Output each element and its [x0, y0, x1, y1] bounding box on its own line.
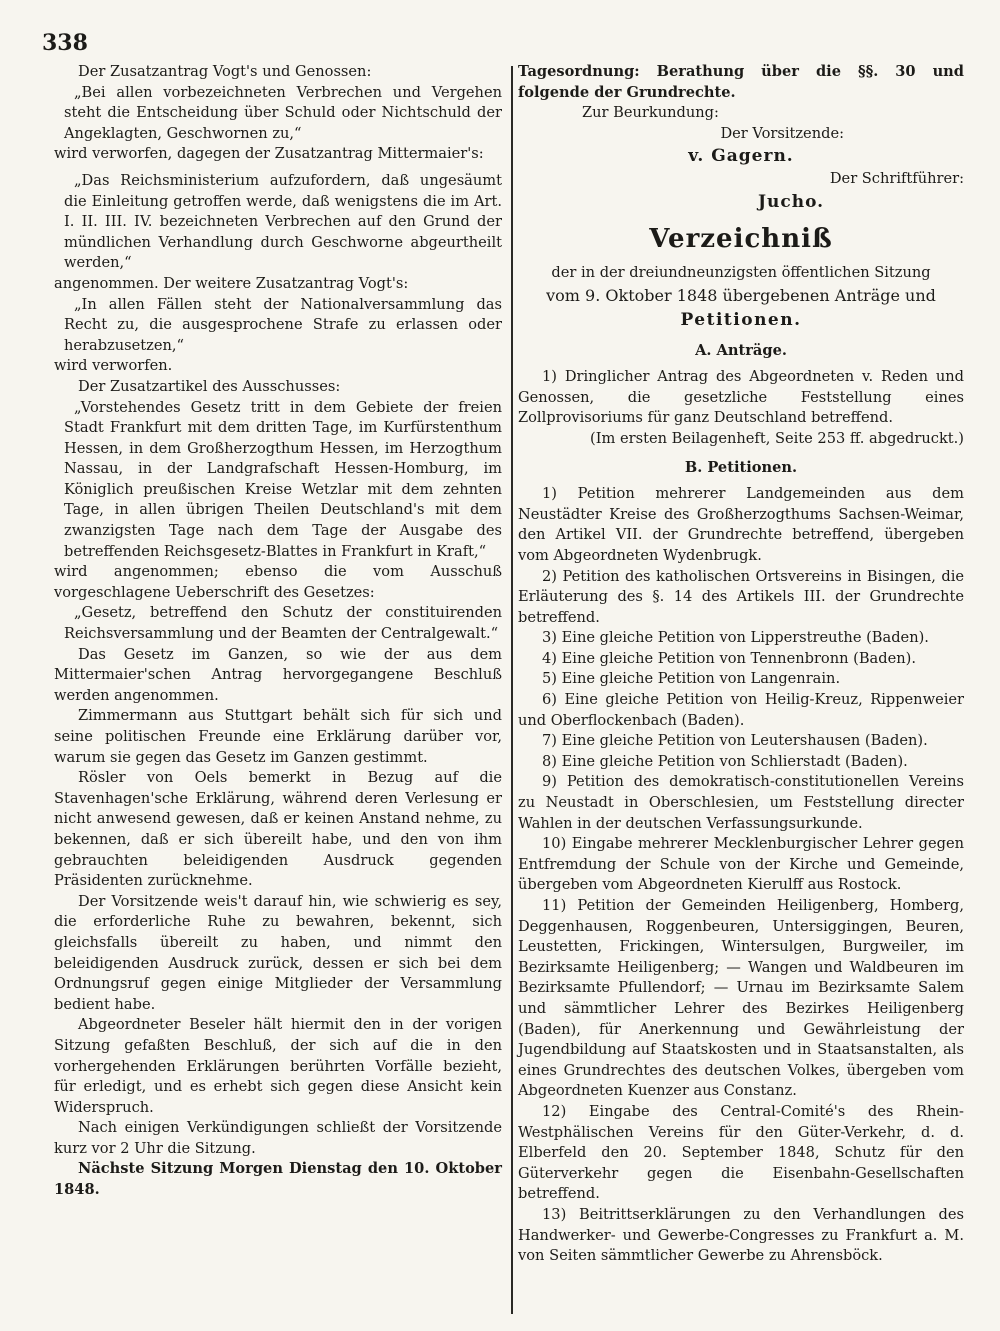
next-session: Nächste Sitzung Morgen Dienstag den 10. Oktober 1848. [54, 1160, 502, 1199]
secretary-name: Jucho. [757, 191, 825, 212]
quoted-motion: „Gesetz, betreffend den Schutz der constituirenden Reichsversammlung und der Beamten der Centralgewalt.“ [64, 604, 502, 643]
paragraph: wird angenommen; ebenso die vom Ausschuß vorgeschlagene Ueberschrift des Gesetzes: [54, 563, 502, 601]
petition-item: 13) Beitrittserklärungen zu den Verhandlungen des Handwerker- und Gewerbe-Congresses zu Frankfurt a. M. von Seiten sämmtlicher Gewerbe zu Ahrensböck. [518, 1205, 964, 1265]
section-heading: B. Petitionen. [684, 458, 798, 476]
paragraph: Das Gesetz im Ganzen, so wie der aus dem Mittermaier'schen Antrag hervorgegangene Beschluß werden angenommen. [54, 645, 502, 704]
register-subtitle: der in der dreiundneunzigsten öffentlichen Sitzung [551, 263, 931, 281]
paragraph: Der Zusatzartikel des Ausschusses: [78, 377, 341, 395]
secretary-label: Der Schriftführer: [829, 170, 964, 188]
petition-item: 5) Eine gleiche Petition von Langenrain. [542, 670, 841, 688]
paragraph: angenommen. Der weitere Zusatzantrag Vogt's: [54, 274, 409, 292]
certification-label: Zur Beurkundung: [582, 104, 719, 122]
petition-item: 6) Eine gleiche Petition von Heilig-Kreuz, Rippenweier und Oberflockenbach (Baden). [518, 691, 964, 729]
paragraph: Abgeordneter Beseler hält hiermit den in der vorigen Sitzung gefaßten Beschluß, der sich auf die in den vorhergehenden Erklärungen berührten Vorfälle bezieht, für erledigt, und es erhebt sich gegen diese Ansicht kein Widerspruch. [54, 1016, 502, 1116]
quoted-motion: „Das Reichsministerium aufzufordern, daß ungesäumt die Einleitung getroffen werde, daß wenigstens die im Art. I. II. III. IV. bezeichneten Verbrechen auf den Grund der mündlichen Verhandlung durch Geschworne abgeurtheilt werden,“ [64, 171, 502, 272]
page-number: 338 [42, 30, 88, 56]
petition-item: 11) Petition der Gemeinden Heiligenberg, Homberg, Deggenhausen, Roggenbeuren, Untersiggingen, Beuren, Leustetten, Frickingen, Wintersulgen, Burgweiler, im Bezirksamte Heiligenberg; — Wangen und Waldbeuren im Bezirksamte Pfullendorf; — Urnau im Bezirksamte Salem und sämmtlicher Lehrer des Bezirkes Heiligenberg (Baden), für Anerkennung und Gewährleistung der Jugendbildung auf Staatskosten und in Staatsanstalten, als eines Grundrechtes des deutschen Volkes, übergeben vom Abgeordneten Kuenzer aus Constanz. [518, 897, 964, 1100]
petition-item: 1) Petition mehrerer Landgemeinden aus dem Neustädter Kreise des Großherzogthums Sachsen-Weimar, den Artikel VII. der Grundrechte betreffend, übergeben vom Abgeordneten Wydenbrugk. [518, 485, 964, 564]
paragraph: Nach einigen Verkündigungen schließt der Vorsitzende kurz vor 2 Uhr die Sitzung. [54, 1119, 502, 1157]
motion-item: 1) Dringlicher Antrag des Abgeordneten v. Reden und Genossen, die gesetzliche Feststellung eines Zollprovisoriums für ganz Deutschland betreffend. [518, 368, 964, 427]
column-divider [511, 66, 513, 1314]
petition-item: 4) Eine gleiche Petition von Tennenbronn (Baden). [542, 649, 916, 667]
paragraph: Der Zusatzantrag Vogt's und Genossen: [78, 63, 372, 80]
register-subtitle: vom 9. Oktober 1848 übergebenen Anträge und [546, 285, 936, 305]
paragraph: Rösler von Oels bemerkt in Bezug auf die Stavenhagen'sche Erklärung, während deren Verlesung er nicht anwesend gewesen, daß er keinen Anstand nehme, zu bekennen, daß er sich übereilt habe, und den von ihm gebrauchten beleidigenden Ausdruck gegenden Präsidenten zurücknehme. [54, 769, 502, 890]
paragraph: wird verworfen, dagegen der Zusatzantrag Mittermaier's: [54, 145, 484, 163]
register-title: Verzeichniß [649, 223, 833, 254]
motion-note: (Im ersten Beilagenheft, Seite 253 ff. abgedruckt.) [590, 429, 964, 447]
petition-item: 2) Petition des katholischen Ortsvereins in Bisingen, die Erläuterung des §. 14 des Artikels III. der Grundrechte betreffend. [518, 567, 964, 626]
quoted-motion: „Bei allen vorbezeichneten Verbrechen und Vergehen steht die Entscheidung über Schuld oder Nichtschuld der Angeklagten, Geschwornen zu,“ [64, 83, 502, 142]
petition-item: 3) Eine gleiche Petition von Lipperstreuthe (Baden). [542, 629, 929, 647]
right-column [518, 62, 964, 1267]
register-subtitle: Petitionen. [680, 309, 802, 330]
chair-name: v. Gagern. [688, 146, 794, 167]
left-column [54, 62, 502, 1201]
agenda: Tagesordnung: Berathung über die §§. 30 und folgende der Grundrechte. [518, 63, 964, 101]
petition-item: 8) Eine gleiche Petition von Schlierstadt (Baden). [542, 752, 908, 770]
chair-label: Der Vorsitzende: [720, 124, 844, 142]
paragraph: wird verworfen. [54, 357, 173, 375]
section-heading: A. Anträge. [695, 341, 787, 359]
petition-item: 9) Petition des demokratisch-constitutionellen Vereins zu Neustadt in Oberschlesien, um Feststellung directer Wahlen in der deutschen Verfassungsurkunde. [518, 773, 964, 832]
paragraph: Der Vorsitzende weis't darauf hin, wie schwierig es sey, die erforderliche Ruhe zu bewahren, bekennt, sich gleichsfalls übereilt zu haben, und nimmt den beleidigenden Ausdruck zurück, dessen er sich bei dem Ordnungsruf gegen einige Mitglieder der Versammlung bedient habe. [54, 892, 502, 1013]
quoted-motion: „Vorstehendes Gesetz tritt in dem Gebiete der freien Stadt Frankfurt mit dem dritten Tage, im Kurfürstenthum Hessen, in dem Großherzogthum Hessen, im Herzogthum Nassau, in der Landgrafschaft Hessen-Homburg, im Königlich preußischen Kreise Wetzlar mit dem zehnten Tage, in allen übrigen Theilen Deutschland's mit dem zwanzigsten Tage nach dem Tage der Ausgabe des betreffenden Reichsgesetz-Blattes in Frankfurt in Kraft,“ [64, 398, 502, 560]
petition-item: 10) Eingabe mehrerer Mecklenburgischer Lehrer gegen Entfremdung der Schule von der Kirche und Gemeinde, übergeben vom Abgeordneten Kierulff aus Rostock. [518, 835, 964, 894]
paragraph: Zimmermann aus Stuttgart behält sich für sich und seine politischen Freunde eine Erklärung darüber vor, warum sie gegen das Gesetz im Ganzen gestimmt. [54, 707, 502, 766]
petition-item: 7) Eine gleiche Petition von Leutershausen (Baden). [542, 732, 928, 750]
quoted-motion: „In allen Fällen steht der Nationalversammlung das Recht zu, die ausgesprochene Strafe zu erlassen oder herabzusetzen,“ [64, 295, 502, 354]
petition-item: 12) Eingabe des Central-Comité's des Rhein-Westphälischen Vereins für den Güter-Verkehr, d. d. Elberfeld den 20. September 1848, Schutz für den Güterverkehr gegen die Eisenbahn-Gesellschaften betreffend. [518, 1102, 964, 1203]
